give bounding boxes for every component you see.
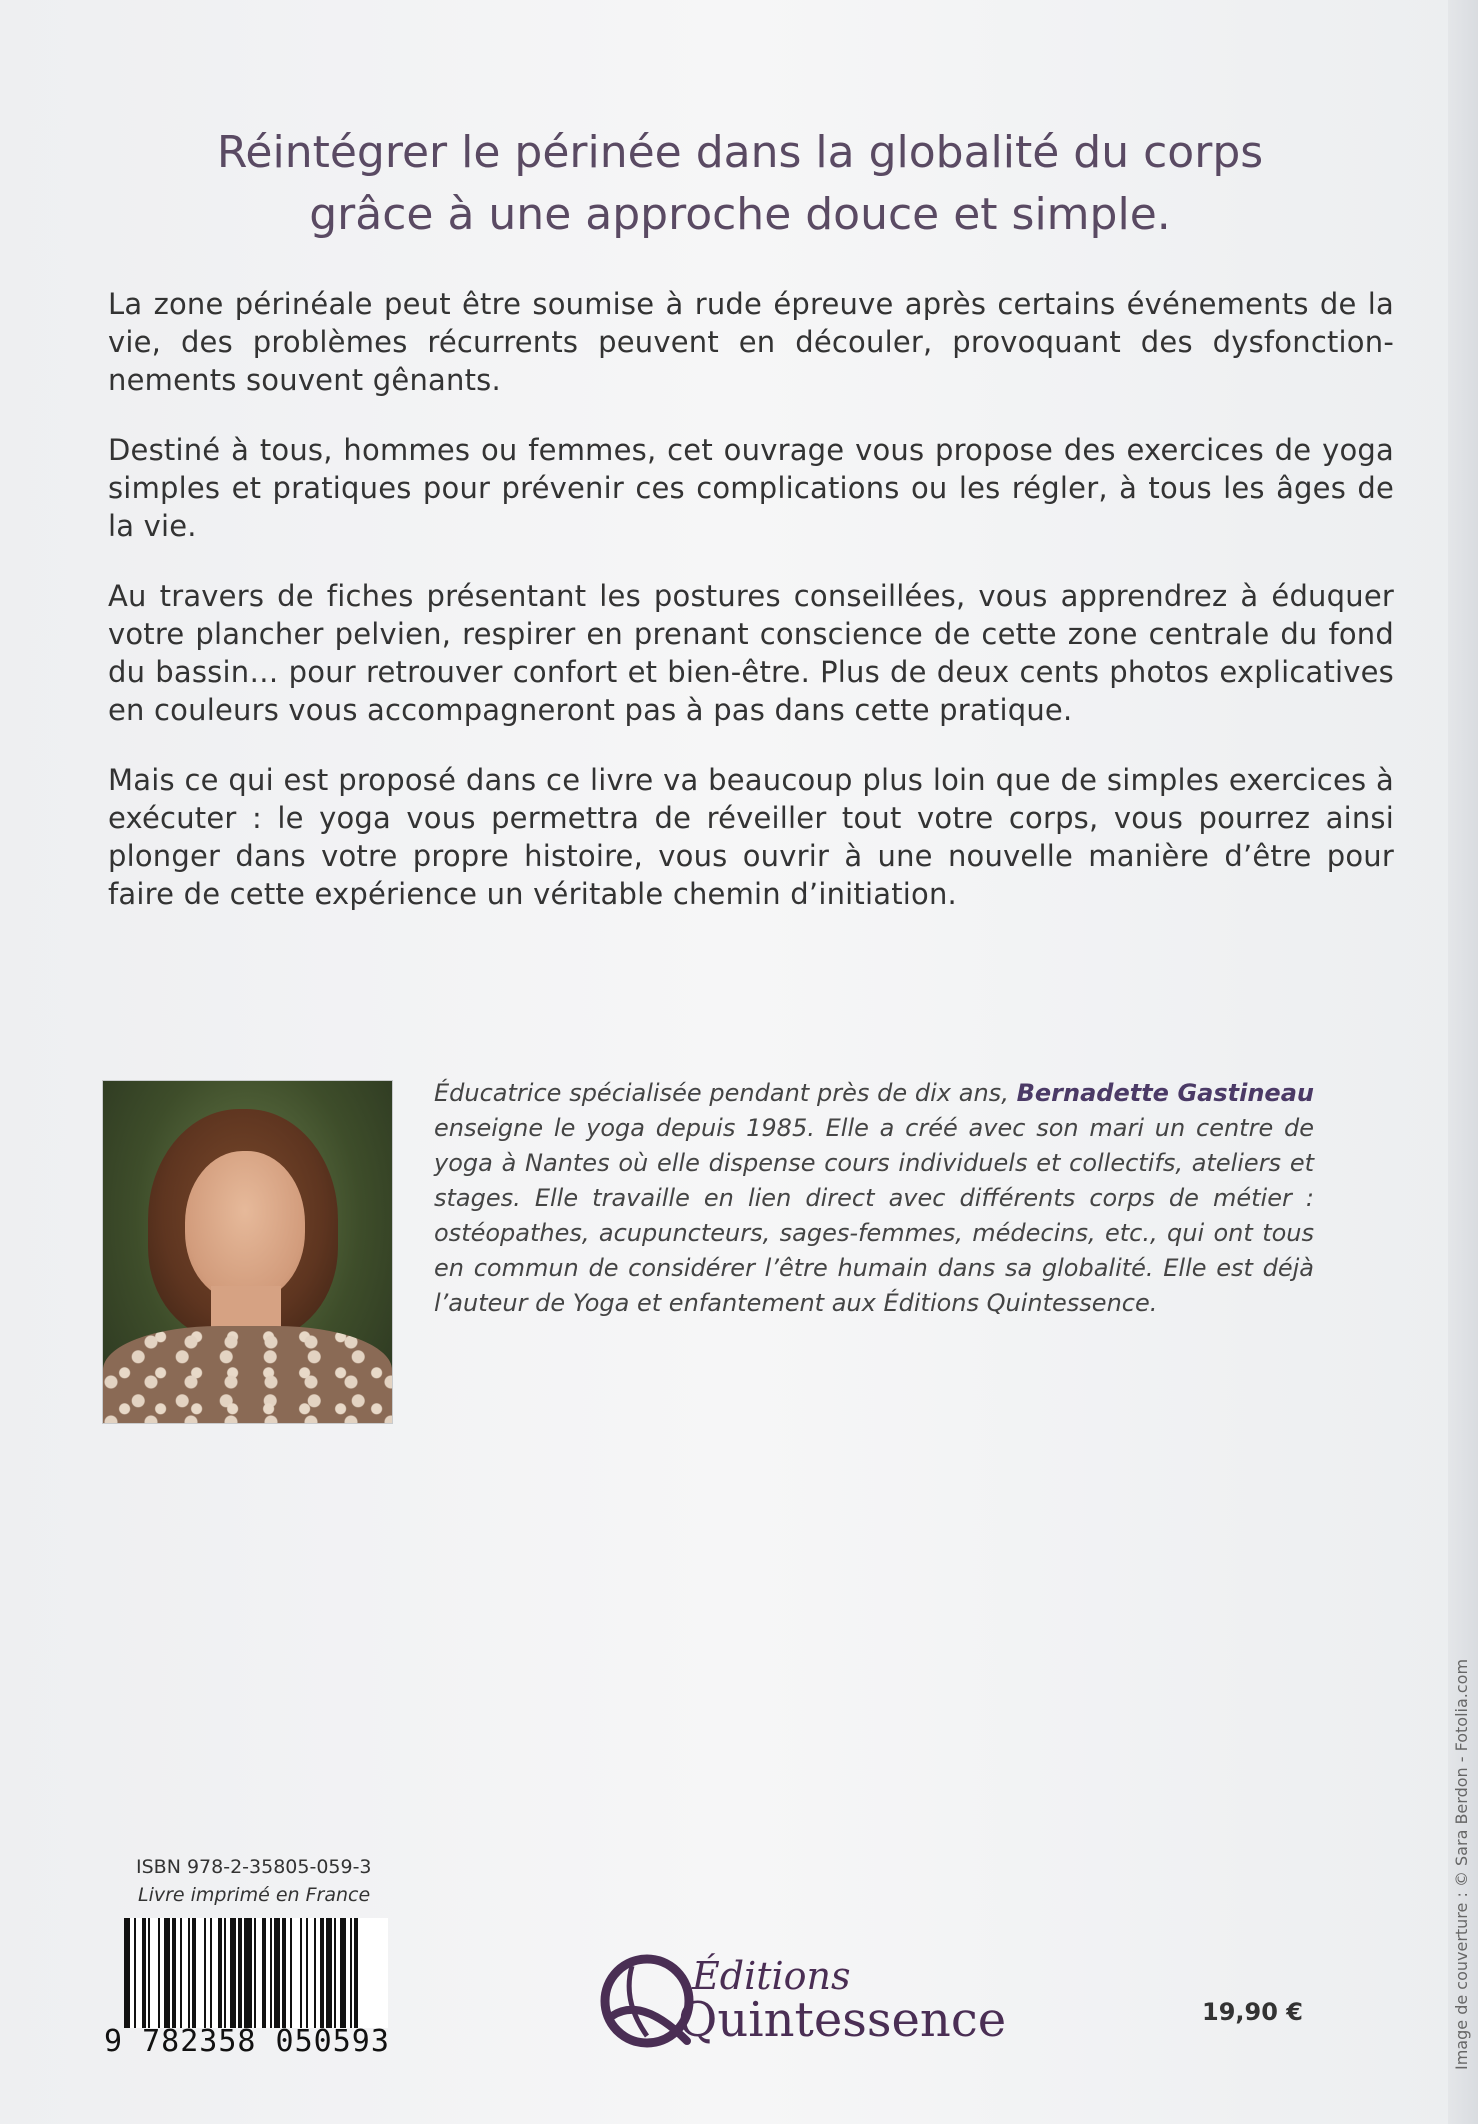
- isbn: ISBN 978-2-35805-059-3: [136, 1856, 372, 1878]
- publisher-quintessence: Quintessence: [678, 1992, 1007, 2048]
- description: [108, 285, 1394, 945]
- author-bio-rest: enseigne le yoga depuis 1985. Elle a créé avec son mari un centre de yoga à Nantes où elle dispense cours individuels et collectifs, ateliers et stages. Elle travaille en lien direct avec différents corps de métier : ostéopathes, acupuncteurs, sages-femmes, médecins, etc., qui ont tous en commun de considérer l’être humain dans sa globalité. Elle est déjà l’auteur de Yoga et enfantement aux Éditions Quintessence.: [434, 1114, 1314, 1317]
- description-paragraph-2: Destiné à tous, hommes ou femmes, cet ouvrage vous propose des exercices de yoga simples et pratiques pour prévenir ces complications ou les régler, à tous les âges de la vie.: [108, 433, 1394, 543]
- printed-in: Livre imprimé en France: [138, 1884, 371, 1906]
- barcode-space: [196, 1918, 204, 2028]
- description-paragraph-3: Au travers de fiches présentant les postures conseillées, vous apprendrez à éduquer votre plancher pelvien, respirer en prenant conscience de cette zone centrale du fond du bassin… pour retrouver confort et bien-être. Plus de deux cents photos explicatives en couleurs vous accompagneront pas à pas dans cette pratique.: [108, 579, 1394, 727]
- publisher-logo: [592, 1946, 1012, 2056]
- headline-line-1: Réintégrer le périnée dans la globalité du corps: [216, 127, 1264, 178]
- barcode-bar: [244, 1918, 252, 2028]
- author-bio: [434, 1076, 1314, 1321]
- barcode-space: [292, 1918, 300, 2028]
- headline: [140, 122, 1340, 246]
- headline-line-2: grâce à une approche douce et simple.: [309, 189, 1171, 240]
- barcode-bar: [354, 1918, 358, 2028]
- publisher-editions: Éditions: [692, 1954, 851, 1998]
- description-paragraph-1: La zone périnéale peut être soumise à rude épreuve après certains événements de la vie, des problèmes récurrents peuvent en découler, provoquant des dysfonction-nements souvent gênants.: [108, 287, 1394, 397]
- author-photo-face: [185, 1151, 305, 1301]
- author-photo: [102, 1080, 393, 1424]
- barcode: [124, 1918, 388, 2028]
- author-photo-shirt: [103, 1326, 392, 1424]
- author-name: Bernadette Gastineau: [1016, 1079, 1314, 1107]
- barcode-digits: 9 782358 050593: [104, 2024, 390, 2059]
- description-paragraph-4: Mais ce qui est proposé dans ce livre va beaucoup plus loin que de simples exercices à exécuter : le yoga vous permettra de réveiller tout votre corps, vous pourrez ainsi plonger dans votre propre histoire, vous ouvrir à une nouvelle manière d’être pour faire de cette expérience un véritable chemin d’initiation.: [108, 763, 1394, 911]
- price: 19,90 €: [1202, 1998, 1303, 2026]
- cover-image-credit: Image de couverture : © Sara Berdon - Fotolia.com: [1452, 1658, 1471, 2070]
- barcode-space: [150, 1918, 158, 2028]
- author-bio-intro: Éducatrice spécialisée pendant près de dix ans,: [434, 1079, 1017, 1107]
